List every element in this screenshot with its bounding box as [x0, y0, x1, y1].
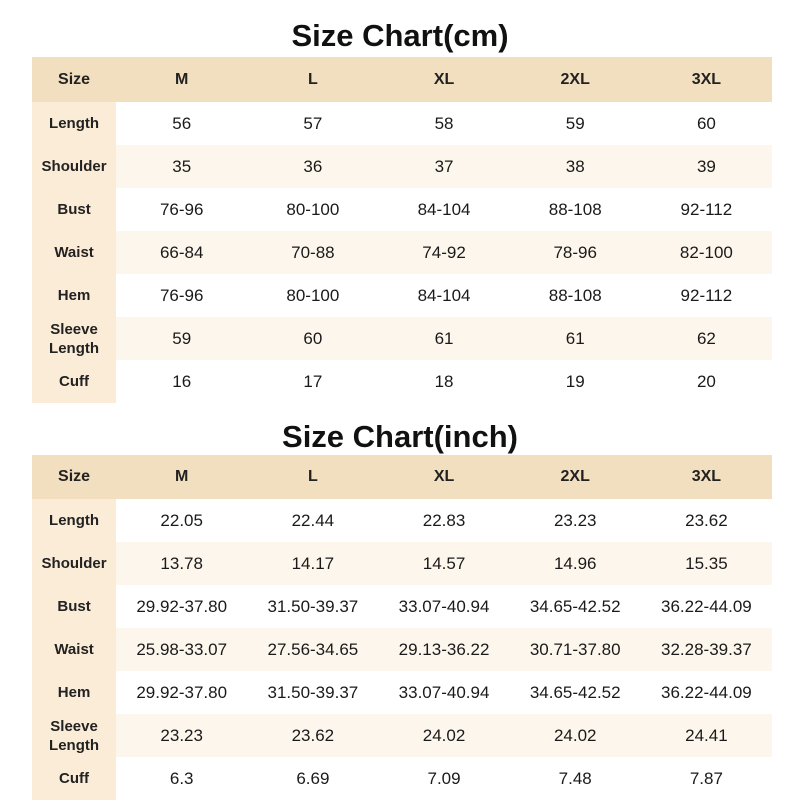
table-cell: 29.13-36.22: [378, 628, 509, 671]
table-cell: 24.41: [641, 714, 772, 757]
table-cell: 80-100: [247, 188, 378, 231]
table-cell: 6.69: [247, 757, 378, 800]
row-label: Cuff: [32, 757, 116, 800]
table-cell: 29.92-37.80: [116, 671, 247, 714]
table-cell: 14.17: [247, 542, 378, 585]
table-row: [32, 231, 772, 274]
table-cell: 27.56-34.65: [247, 628, 378, 671]
table-row: [32, 757, 772, 800]
inch-chart-title: Size Chart(inch): [282, 419, 518, 454]
table-cell: 33.07-40.94: [378, 671, 509, 714]
table-cell: 30.71-37.80: [510, 628, 641, 671]
table-cell: 14.96: [510, 542, 641, 585]
table-cell: 34.65-42.52: [510, 585, 641, 628]
table-cell: 7.48: [510, 757, 641, 800]
table-cell: 66-84: [116, 231, 247, 274]
table-row: [32, 188, 772, 231]
inch-corner-label: Size: [32, 455, 116, 499]
table-cell: 61: [510, 317, 641, 360]
table-cell: 38: [510, 145, 641, 188]
table-row: [32, 360, 772, 403]
cm-header-row: [32, 57, 772, 102]
table-cell: 59: [510, 102, 641, 145]
table-cell: 22.44: [247, 499, 378, 542]
table-cell: 22.05: [116, 499, 247, 542]
cm-corner-label: Size: [32, 57, 116, 102]
table-cell: 61: [378, 317, 509, 360]
row-label: Shoulder: [32, 145, 116, 188]
table-cell: 39: [641, 145, 772, 188]
table-cell: 24.02: [510, 714, 641, 757]
table-cell: 78-96: [510, 231, 641, 274]
table-row: [32, 102, 772, 145]
table-cell: 22.83: [378, 499, 509, 542]
inch-size-header: L: [247, 455, 378, 499]
row-label: Length: [32, 102, 116, 145]
inch-size-header: 3XL: [641, 455, 772, 499]
table-row: [32, 671, 772, 714]
table-cell: 7.87: [641, 757, 772, 800]
cm-chart-title: Size Chart(cm): [291, 18, 509, 53]
table-cell: 60: [641, 102, 772, 145]
cm-size-header: L: [247, 57, 378, 102]
table-cell: 23.62: [641, 499, 772, 542]
table-cell: 76-96: [116, 188, 247, 231]
row-label: Waist: [32, 231, 116, 274]
table-cell: 36.22-44.09: [641, 671, 772, 714]
table-cell: 17: [247, 360, 378, 403]
row-label: Cuff: [32, 360, 116, 403]
table-cell: 7.09: [378, 757, 509, 800]
table-cell: 25.98-33.07: [116, 628, 247, 671]
table-cell: 32.28-39.37: [641, 628, 772, 671]
table-cell: 24.02: [378, 714, 509, 757]
table-cell: 84-104: [378, 188, 509, 231]
table-cell: 29.92-37.80: [116, 585, 247, 628]
row-label: Hem: [32, 671, 116, 714]
table-cell: 88-108: [510, 188, 641, 231]
table-cell: 35: [116, 145, 247, 188]
row-label: Length: [32, 499, 116, 542]
table-cell: 23.23: [510, 499, 641, 542]
table-row: [32, 714, 772, 757]
row-label: Sleeve Length: [32, 317, 116, 360]
table-cell: 84-104: [378, 274, 509, 317]
row-label: Waist: [32, 628, 116, 671]
table-row: [32, 145, 772, 188]
table-cell: 16: [116, 360, 247, 403]
table-cell: 70-88: [247, 231, 378, 274]
table-cell: 13.78: [116, 542, 247, 585]
table-cell: 74-92: [378, 231, 509, 274]
table-cell: 88-108: [510, 274, 641, 317]
row-label: Bust: [32, 188, 116, 231]
table-row: [32, 274, 772, 317]
table-cell: 34.65-42.52: [510, 671, 641, 714]
inch-header-row: [32, 455, 772, 499]
row-label: Hem: [32, 274, 116, 317]
row-label: Shoulder: [32, 542, 116, 585]
table-cell: 18: [378, 360, 509, 403]
table-cell: 58: [378, 102, 509, 145]
table-cell: 92-112: [641, 274, 772, 317]
table-row: [32, 585, 772, 628]
cm-size-header: M: [116, 57, 247, 102]
table-cell: 76-96: [116, 274, 247, 317]
table-cell: 36: [247, 145, 378, 188]
table-cell: 60: [247, 317, 378, 360]
inch-size-header: M: [116, 455, 247, 499]
table-cell: 19: [510, 360, 641, 403]
table-row: [32, 499, 772, 542]
table-cell: 31.50-39.37: [247, 671, 378, 714]
cm-size-header: 3XL: [641, 57, 772, 102]
table-cell: 92-112: [641, 188, 772, 231]
inch-size-header: 2XL: [510, 455, 641, 499]
cm-size-header: XL: [378, 57, 509, 102]
table-row: [32, 628, 772, 671]
inch-size-header: XL: [378, 455, 509, 499]
table-cell: 59: [116, 317, 247, 360]
table-cell: 62: [641, 317, 772, 360]
row-label: Bust: [32, 585, 116, 628]
table-cell: 57: [247, 102, 378, 145]
table-cell: 23.23: [116, 714, 247, 757]
table-cell: 15.35: [641, 542, 772, 585]
table-cell: 23.62: [247, 714, 378, 757]
table-row: [32, 317, 772, 360]
table-cell: 31.50-39.37: [247, 585, 378, 628]
table-row: [32, 542, 772, 585]
table-cell: 33.07-40.94: [378, 585, 509, 628]
table-cell: 36.22-44.09: [641, 585, 772, 628]
cm-size-table: [32, 57, 772, 403]
table-cell: 14.57: [378, 542, 509, 585]
inch-size-table: [32, 455, 772, 800]
cm-size-header: 2XL: [510, 57, 641, 102]
table-cell: 80-100: [247, 274, 378, 317]
table-cell: 82-100: [641, 231, 772, 274]
table-cell: 6.3: [116, 757, 247, 800]
table-cell: 20: [641, 360, 772, 403]
row-label: Sleeve Length: [32, 714, 116, 757]
table-cell: 37: [378, 145, 509, 188]
table-cell: 56: [116, 102, 247, 145]
